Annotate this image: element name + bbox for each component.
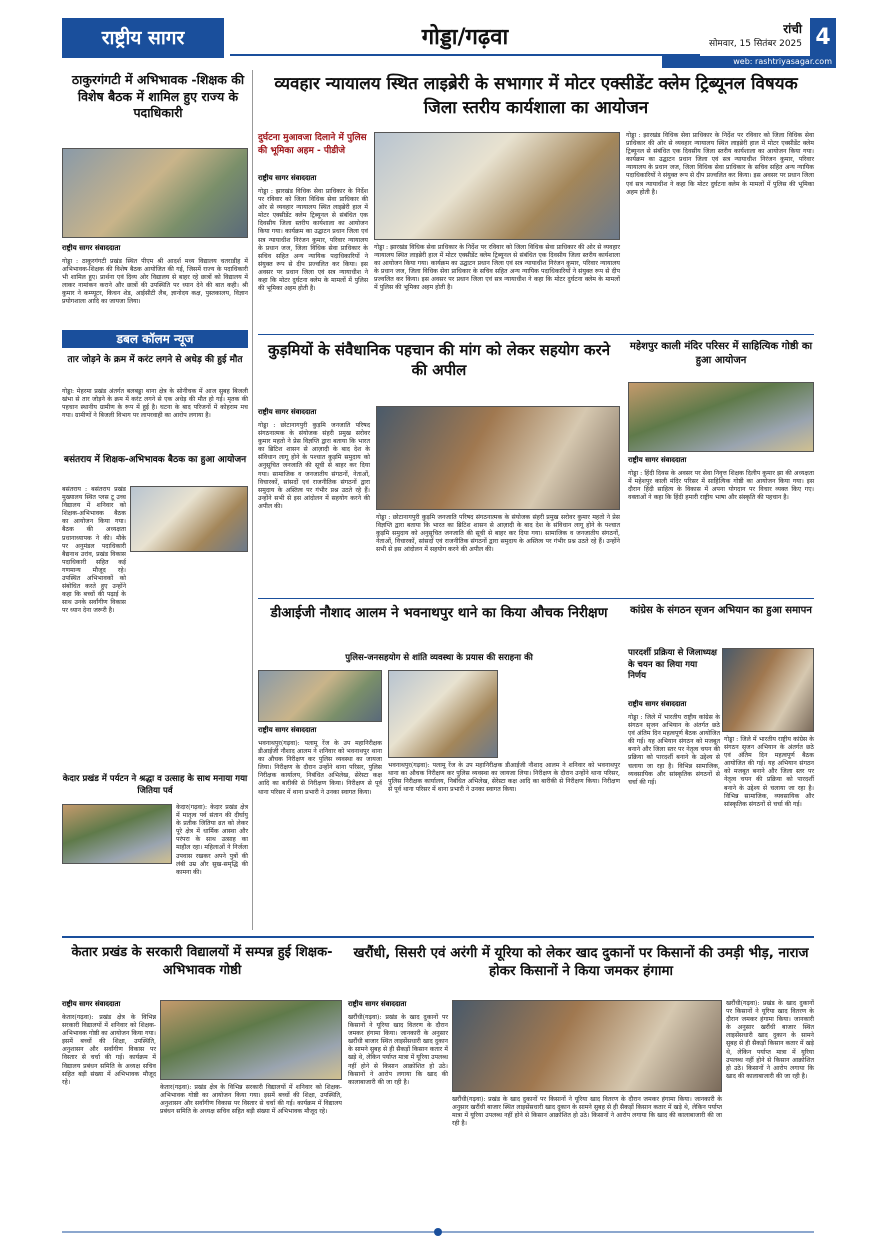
headline-kedar-jitiya: केदार प्रखंड में पर्यटन ने श्रद्धा व उत्साह के साथ मनाया गया जितिया पर्व (62, 774, 248, 796)
divider-bottom (62, 936, 814, 938)
body-congress-cont: गोड्डा : जिले में भारतीय राष्ट्रीय कांग्रेस के संगठन सृजन अभियान के अंतर्गत छठे एवं अंतिम दिन महत्वपूर्ण बैठक आयोजित की गई। यह अभियान संगठन को मजबूत बनाने और जिला स्तर पर नेतृत्व चयन की प्रक्रिया को पारदर्शी बनाने के उद्देश्य से चलाया जा रहा है। विभिन्न सामाजिक, व्यवसायिक और सांस्कृतिक संगठनों से चर्चा की गई। (724, 736, 814, 808)
photo-dig-naushad-2 (388, 670, 498, 758)
photo-dig-naushad (258, 670, 382, 722)
photo-fertilizer (452, 1000, 722, 1092)
city: रांची (783, 22, 802, 36)
byline-dig-naushad: राष्ट्रीय सागर संवाददाता (258, 726, 317, 734)
headline-sahityik-goshthi: महेशपुर काली मंदिर परिसर में साहित्यिक गोष्ठी का हुआ आयोजन (629, 341, 813, 366)
body-library-workshop-cont: गोड्डा : झारखंड विधिक सेवा प्राधिकार के निर्देश पर रविवार को जिला विधिक सेवा प्राधिकार की ओर से व्यवहार न्यायालय स्थित लाइब्रेरी हाल में मोटर एक्सीडेंट क्लेम ट्रिब्यूनल से संबंधित एक दिवसीय जिला स्तरीय कार्यशाला का आयोजन किया गया। कार्यक्रम का उद्घाटन प्रधान जिला एवं सत्र न्यायाधीश निरंजन कुमार, परिवार न्यायालय के प्रधान जज, जिला विधिक सेवा प्राधिकार के सचिव सहित अन्य न्यायिक पदाधिकारियों ने संयुक्त रूप से दीप प्रज्वलित कर किया। इस अवसर पर प्रधान जिला एवं सत्र न्यायाधीश ने कहा कि मोटर दुर्घटना क्लेम के मामलों में पुलिस की भूमिका अहम होती है। (374, 244, 620, 292)
headline-library-workshop: व्यवहार न्यायालय स्थित लाइब्रेरी के सभागार में मोटर एक्सीडेंट क्लेम ट्रिब्यूनल विषयक जिला स्तरीय कार्यशाला का आयोजन (274, 74, 798, 118)
divider-main (258, 334, 814, 335)
photo-kudmi (376, 406, 620, 510)
headline-wire-death: तार जोड़ने के क्रम में करंट लगने से अधेड़ की हुई मौत (67, 355, 243, 365)
body-dig-naushad: भवनाथपुर(गढ़वा): पलामू रेंज के उप महानिरीक्षक डीआईजी नौशाद आलम ने शनिवार को भवनाथपुर थाना का औचक निरीक्षण कर पुलिस व्यवस्था का जायजा लिया। निरीक्षण के दौरान उन्होंने थाना परिसर, पुलिस निरीक्षक कार्यालय, निबंधित अभिलेख, सेरेस्टा कक्ष आदि का बारीकी से निरीक्षण किया। निरीक्षण से पूर्व थाना परिसर में थाना प्रभारी ने उनका स्वागत किया। (258, 740, 382, 796)
byline-sahityik-goshthi: राष्ट्रीय सागर संवाददाता (628, 456, 687, 464)
byline-thakurgangti: राष्ट्रीय सागर संवाददाता (62, 244, 121, 252)
body-fertilizer-cont: खरौंधी(गढ़वा): प्रखंड के खाद दुकानों पर किसानों ने यूरिया खाद वितरण के दौरान जमकर हंगामा किया। जानकारी के अनुसार खरौंधी बाजार स्थित लाइसेंसधारी खाद दुकान के सामने सुबह से ही सैकड़ों किसान कतार में खड़े थे, लेकिन पर्याप्त मात्रा में यूरिया उपलब्ध नहीं होने से किसान आक्रोशित हो उठे। किसानों ने आरोप लगाया कि खाद की कालाबाजारी की जा रही है। (452, 1096, 722, 1128)
body-kudmi: गोड्डा : छोटानागपुरी कुड़मि जनजाति परिषद संगठनात्मक के संयोजक संहरी प्रमुख सरोवर कुमार महतो ने प्रेस विज्ञप्ति द्वारा बताया कि भारत का ब्रिटिश शासन से आज़ादी के बाद देश के संविधान लागू होने के पश्चात कुड़मि समुदाय को अनुसूचित जनजाति की सूची से बाहर कर दिया गया। सामाजिक व जनजातीय संगठनों, नेताओं, विचारकों, सांसदों एवं राजनीतिक संगठनों द्वारा समुदाय के अस्तित्व पर गंभीर प्रश्न उठते रहे हैं। उन्होंने सभी से इस आंदोलन में सहयोग करने की अपील की। (258, 422, 370, 510)
paper-name: राष्ट्रीय सागर (62, 18, 224, 58)
column-separator (252, 70, 253, 930)
byline-fertilizer: राष्ट्रीय सागर संवाददाता (348, 1000, 407, 1008)
page-number: 4 (810, 18, 836, 58)
date: सोमवार, 15 सितंबर 2025 (709, 39, 802, 49)
photo-sahityik-goshthi (628, 382, 814, 452)
footer-decoration (62, 1222, 814, 1232)
body-kudmi-cont: गोड्डा : छोटानागपुरी कुड़मि जनजाति परिषद संगठनात्मक के संयोजक संहरी प्रमुख सरोवर कुमार महतो ने प्रेस विज्ञप्ति द्वारा बताया कि भारत का ब्रिटिश शासन से आज़ादी के बाद देश के संविधान लागू होने के पश्चात कुड़मि समुदाय को अनुसूचित जनजाति की सूची से बाहर कर दिया गया। सामाजिक व जनजातीय संगठनों, नेताओं, विचारकों, सांसदों एवं राजनीतिक संगठनों द्वारा समुदाय के अस्तित्व पर गंभीर प्रश्न उठते रहे हैं। उन्होंने सभी से इस आंदोलन में सहयोग करने की अपील की। (376, 514, 620, 554)
body-kedar-school: केतार(गढ़वा): प्रखंड क्षेत्र के विभिन्न सरकारी विद्यालयों में शनिवार को शिक्षक-अभिभावक गोष्ठी का आयोजन किया गया। इसमें बच्चों की शिक्षा, उपस्थिति, अनुशासन और सर्वांगीण विकास पर विस्तार से चर्चा की गई। कार्यक्रम में विद्यालय प्रबंधन समिति के अध्यक्ष सचिव सहित बड़ी संख्या में अभिभावक मौजूद रहे। (62, 1014, 156, 1086)
body-basantrai: बसंतराय : बसंतराय प्रखंड मुख्यालय स्थित प्लस टू उच्च विद्यालय में शनिवार को शिक्षक-अभिभावक बैठक का आयोजन किया गया। बैठक की अध्यक्षता प्रधानाध्यापक ने की। मौके पर अनुमंडल पदाधिकारी बैद्यनाथ उरांव, प्रखंड विकास पदाधिकारी सहित कई गणमान्य मौजूद रहे। उपस्थित अभिभावकों को संबोधित करते हुए उन्होंने कहा कि बच्चों की पढ़ाई के साथ उनके सर्वांगीण विकास पर ध्यान देना जरूरी है। (62, 486, 126, 615)
body-library-workshop-cont2: गोड्डा : झारखंड विधिक सेवा प्राधिकार के निर्देश पर रविवार को जिला विधिक सेवा प्राधिकार की ओर से व्यवहार न्यायालय स्थित लाइब्रेरी हाल में मोटर एक्सीडेंट क्लेम ट्रिब्यूनल से संबंधित एक दिवसीय जिला स्तरीय कार्यशाला का आयोजन किया गया। कार्यक्रम का उद्घाटन प्रधान जिला एवं सत्र न्यायाधीश निरंजन कुमार, परिवार न्यायालय के प्रधान जज, जिला विधिक सेवा प्राधिकार के सचिव सहित अन्य न्यायिक पदाधिकारियों ने संयुक्त रूप से दीप प्रज्वलित कर किया। इस अवसर पर प्रधान जिला एवं सत्र न्यायाधीश ने कहा कि मोटर दुर्घटना क्लेम के मामलों में पुलिस की भूमिका अहम होती है। (626, 132, 814, 196)
body-kedar-jitiya: केदार(गढ़वा): केदार प्रखंड क्षेत्र में मातृत्व पर्व संतान की दीर्घायु के प्रतीक जितिया व्रत को लेकर पूरे क्षेत्र में धार्मिक आस्था और परंपरा के साथ उत्साह का माहौल रहा। महिलाओं ने निर्जला उपवास रखकर अपने पुत्रों की लंबी उम्र और सुख-समृद्धि की कामना की। (176, 804, 248, 876)
footer-dots-icon (62, 1227, 814, 1237)
divider-mid (258, 598, 814, 599)
subhead-dig-naushad: पुलिस-जनसहयोग से शांति व्यवस्था के प्रयास की सराहना की (345, 653, 533, 663)
photo-kedar-school (160, 1000, 342, 1080)
body-fertilizer: खरौंधी(गढ़वा): प्रखंड के खाद दुकानों पर किसानों ने यूरिया खाद वितरण के दौरान जमकर हंगामा किया। जानकारी के अनुसार खरौंधी बाजार स्थित लाइसेंसधारी खाद दुकान के सामने सुबह से ही सैकड़ों किसान कतार में खड़े थे, लेकिन पर्याप्त मात्रा में यूरिया उपलब्ध नहीं होने से किसान आक्रोशित हो उठे। किसानों ने आरोप लगाया कि खाद की कालाबाजारी की जा रही है। (348, 1014, 448, 1086)
byline-kudmi: राष्ट्रीय सागर संवाददाता (258, 408, 317, 416)
photo-kedar-jitiya (62, 804, 172, 864)
subhead-congress: पारदर्शी प्रक्रिया से जिलाध्यक्ष के चयन का लिया गया निर्णय (628, 648, 718, 681)
body-dig-naushad-cont: भवनाथपुर(गढ़वा): पलामू रेंज के उप महानिरीक्षक डीआईजी नौशाद आलम ने शनिवार को भवनाथपुर थाना का औचक निरीक्षण कर पुलिस व्यवस्था का जायजा लिया। निरीक्षण के दौरान उन्होंने थाना परिसर, पुलिस निरीक्षक कार्यालय, निबंधित अभिलेख, सेरेस्टा कक्ष आदि का बारीकी से निरीक्षण किया। निरीक्षण से पूर्व थाना परिसर में थाना प्रभारी ने उनका स्वागत किया। (388, 762, 620, 794)
headline-kedar-school: केतार प्रखंड के सरकारी विद्यालयों में सम्पन्न हुई शिक्षक-अभिभावक गोष्ठी (71, 945, 333, 978)
byline-library-workshop: राष्ट्रीय सागर संवाददाता (258, 174, 317, 182)
photo-basantrai (130, 486, 248, 552)
headline-congress: कांग्रेस के संगठन सृजन अभियान का हुआ समापन (630, 605, 812, 616)
website: web: rashtriyasagar.com (662, 56, 836, 68)
headline-dig-naushad: डीआईजी नौशाद आलम ने भवनाथपुर थाने का किया औचक निरीक्षण (270, 605, 608, 621)
photo-thakurgangti (62, 148, 248, 238)
byline-kedar-school: राष्ट्रीय सागर संवाददाता (62, 1000, 121, 1008)
body-thakurgangti: गोड्डा : ठाकुरगंगटी प्रखंड स्थित पीएम श्री आदर्श मध्य विद्यालय चतराडीह में अभिभावक-शिक्षक की विशेष बैठक आयोजित की गई, जिसमें राज्य के पदाधिकारी भी शामिल हुए। प्रार्थना एवं दिव्य ओर विद्यालय से बाहर रहे छात्रों को विद्यालय में लाकर नामांकन कराने और छात्रों की उपस्थिति पर ध्यान देने की बात कही। श्री कुमार ने कम्प्यूटर, किचन शेड, आईसीटी लैब, ज्ञानोदय कक्ष, पुस्तकालय, विज्ञान प्रयोगशाला आदि का जायजा लिया। (62, 258, 248, 306)
photo-congress (722, 648, 814, 732)
body-congress: गोड्डा : जिले में भारतीय राष्ट्रीय कांग्रेस के संगठन सृजन अभियान के अंतर्गत छठे एवं अंतिम दिन महत्वपूर्ण बैठक आयोजित की गई। यह अभियान संगठन को मजबूत बनाने और जिला स्तर पर नेतृत्व चयन की प्रक्रिया को पारदर्शी बनाने के उद्देश्य से चलाया जा रहा है। विभिन्न सामाजिक, व्यवसायिक और सांस्कृतिक संगठनों से चर्चा की गई। (628, 714, 720, 786)
headline-kudmi: कुड़मियों के संवैधानिक पहचान की मांग को लेकर सहयोग करने की अपील (267, 341, 611, 379)
headline-thakurgangti: ठाकुरगंगटी में अभिभावक -शिक्षक की विशेष बैठक में शामिल हुए राज्य के पदाधिकारी (71, 72, 245, 120)
byline-congress: राष्ट्रीय सागर संवाददाता (628, 700, 687, 708)
body-fertilizer-cont2: खरौंधी(गढ़वा): प्रखंड के खाद दुकानों पर किसानों ने यूरिया खाद वितरण के दौरान जमकर हंगामा किया। जानकारी के अनुसार खरौंधी बाजार स्थित लाइसेंसधारी खाद दुकान के सामने सुबह से ही सैकड़ों किसान कतार में खड़े थे, लेकिन पर्याप्त मात्रा में यूरिया उपलब्ध नहीं होने से किसान आक्रोशित हो उठे। किसानों ने आरोप लगाया कि खाद की कालाबाजारी की जा रही है। (726, 1000, 814, 1080)
section-double-column: डबल कॉलम न्यूज (62, 330, 248, 348)
headline-basantrai: बसंतराय में शिक्षक-अभिभावक बैठक का हुआ आयोजन (63, 455, 247, 465)
body-sahityik-goshthi: गोड्डा : हिंदी दिवस के अवसर पर सेवा निवृत्त शिक्षक दिलीप कुमार झा की अध्यक्षता में महेशपुर काली मंदिर परिसर में साहित्यिक गोष्ठी का आयोजन किया गया। इस दौरान हिंदी साहित्य के विकास में अपना योगदान पर विचार व्यक्त किए गए। वक्ताओं ने कहा कि हिंदी हमारी राष्ट्रीय भाषा और संस्कृति की पहचान है। (628, 470, 814, 502)
page-title: गोड्डा/गढ़वा (230, 20, 700, 56)
body-library-workshop: गोड्डा : झारखंड विधिक सेवा प्राधिकार के निर्देश पर रविवार को जिला विधिक सेवा प्राधिकार की ओर से व्यवहार न्यायालय स्थित लाइब्रेरी हाल में मोटर एक्सीडेंट क्लेम ट्रिब्यूनल से संबंधित एक दिवसीय जिला स्तरीय कार्यशाला का आयोजन किया गया। कार्यक्रम का उद्घाटन प्रधान जिला एवं सत्र न्यायाधीश निरंजन कुमार, परिवार न्यायालय के प्रधान जज, जिला विधिक सेवा प्राधिकार के सचिव सहित अन्य न्यायिक पदाधिकारियों ने संयुक्त रूप से दीप प्रज्वलित कर किया। इस अवसर पर प्रधान जिला एवं सत्र न्यायाधीश ने कहा कि मोटर दुर्घटना क्लेम के मामलों में पुलिस की भूमिका अहम होती है। (258, 188, 368, 293)
masthead (62, 18, 832, 66)
body-kedar-school-cont: केतार(गढ़वा): प्रखंड क्षेत्र के विभिन्न सरकारी विद्यालयों में शनिवार को शिक्षक-अभिभावक गोष्ठी का आयोजन किया गया। इसमें बच्चों की शिक्षा, उपस्थिति, अनुशासन और सर्वांगीण विकास पर विस्तार से चर्चा की गई। कार्यक्रम में विद्यालय प्रबंधन समिति के अध्यक्ष सचिव सहित बड़ी संख्या में अभिभावक मौजूद रहे। (160, 1084, 342, 1116)
headline-fertilizer: खरौंधी, सिसरी एवं अरंगी में यूरिया को लेकर खाद दुकानों पर किसानों की उमड़ी भीड़, नाराज होकर किसानों ने किया जमकर हंगामा (353, 945, 809, 979)
subhead-library-workshop: दुर्घटना मुआवजा दिलाने में पुलिस की भूमिका अहम - पीडीजे (258, 133, 367, 156)
photo-library-workshop (374, 132, 620, 240)
body-wire-death: गोड्डा: मेहरमा प्रखंड अंतर्गत बलबड्डा थाना क्षेत्र के सोनीचक में आज सुबह बिजली खंभा से तार जोड़ने के क्रम में करंट लगने से एक अधेड़ की मौत हो गई। मृतक की पहचान स्थानीय ग्रामीण के रूप में हुई है। घटना के बाद परिजनों में कोहराम मच गया। ग्रामीणों ने बिजली विभाग पर लापरवाही का आरोप लगाया है। (62, 388, 248, 420)
